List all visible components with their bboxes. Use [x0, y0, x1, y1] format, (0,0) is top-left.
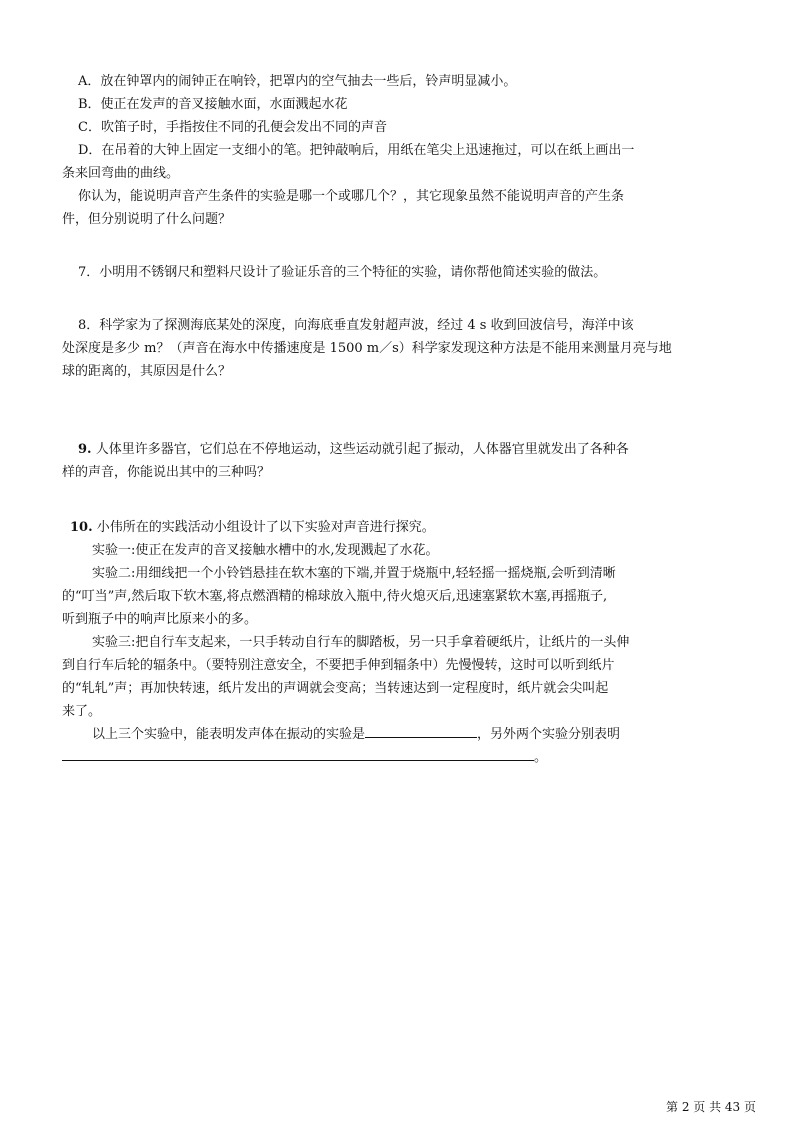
q10-experiment2-line3: 听到瓶子中的响声比原来小的多。	[62, 612, 258, 627]
q10-experiment2-line2: 的“叮当”声,然后取下软木塞,将点燃酒精的棉球放入瓶中,待火熄灭后,迅速塞紧软木塞,再摇瓶子,	[62, 589, 608, 604]
q10-experiment1: 实验一:使正在发声的音叉接触水槽中的水,发现溅起了水花。	[92, 543, 439, 558]
q8-line3: 球的距离的，其原因是什么？	[62, 364, 232, 379]
q7-text: 7．小明用不锈钢尺和塑料尺设计了验证乐音的三个特征的实验，请你帮他简述实验的做法。	[78, 265, 607, 280]
q10-intro	[62, 516, 758, 539]
q6-option-d-line2: 条来回弯曲的曲线。	[62, 166, 180, 181]
q8-line1: 8．科学家为了探测海底某处的深度，向海底垂直发射超声波，经过 4 s 收到回波信号，海洋中该	[78, 318, 634, 333]
q6-option-d-line1: D．在吊着的大钟上固定一支细小的笔。把钟敲响后，用纸在笔尖上迅速拖过，可以在纸上画出一	[78, 143, 635, 158]
q8-line2: 处深度是多少 m？（声音在海水中传播速度是 1500 m／s）科学家发现这种方法是不能用来测量月亮与地	[62, 341, 672, 356]
q9-line1	[62, 438, 758, 461]
q10-answer-blank-1[interactable]	[365, 723, 477, 738]
q6-question-line2: 件，但分别说明了什么问题？	[62, 212, 232, 227]
q6-option-a: A．放在钟罩内的闹钟正在响铃，把罩内的空气抽去一些后，铃声明显减小。	[78, 74, 517, 89]
page-footer: 第 2 页 共 43 页	[666, 1100, 756, 1114]
q9-number: 9.	[78, 442, 92, 457]
q6-question-line1: 你认为，能说明声音产生条件的实验是哪一个或哪几个？，其它现象虽然不能说明声音的产生条	[78, 189, 625, 204]
q10-fill-line1	[62, 723, 758, 746]
q6-option-b: B．使正在发声的音叉接触水面，水面溅起水花	[78, 97, 348, 112]
q10-fill-line2	[62, 746, 758, 769]
q6-option-c: C．吹笛子时，手指按住不同的孔便会发出不同的声音	[78, 120, 387, 135]
q9-line2: 样的声音，你能说出其中的三种吗？	[62, 465, 271, 480]
q10-experiment3-line1: 实验三:把自行车支起来，一只手转动自行车的脚踏板，另一只手拿着硬纸片，让纸片的一头伸	[92, 635, 630, 650]
q10-answer-blank-2[interactable]	[62, 746, 534, 761]
document-page	[62, 70, 758, 769]
q10-experiment3-line3: 的“轧轧”声；再加快转速，纸片发出的声调就会变高；当转速达到一定程度时，纸片就会尖叫起	[62, 681, 609, 696]
q10-experiment3-line2: 到自行车后轮的辐条中。（要特别注意安全，不要把手伸到辐条中）先慢慢转，这时可以听到纸片	[62, 658, 615, 673]
q10-fill-text-b: ，另外两个实验分别表明	[477, 727, 621, 742]
q10-fill-end: 。	[534, 750, 548, 765]
q10-number: 10.	[70, 520, 93, 535]
q10-experiment3-line4: 来了。	[62, 704, 102, 719]
q9-line1-text: 人体里许多器官，它们总在不停地运动，这些运动就引起了振动，人体器官里就发出了各种各	[91, 442, 629, 457]
q10-fill-text-a: 以上三个实验中，能表明发声体在振动的实验是	[92, 727, 366, 742]
q10-experiment2-line1: 实验二:用细线把一个小铃铛悬挂在软木塞的下端,并置于烧瓶中,轻轻摇一摇烧瓶,会听到清晰	[92, 566, 616, 581]
q10-intro-text: 小伟所在的实践活动小组设计了以下实验对声音进行探究。	[92, 520, 435, 535]
